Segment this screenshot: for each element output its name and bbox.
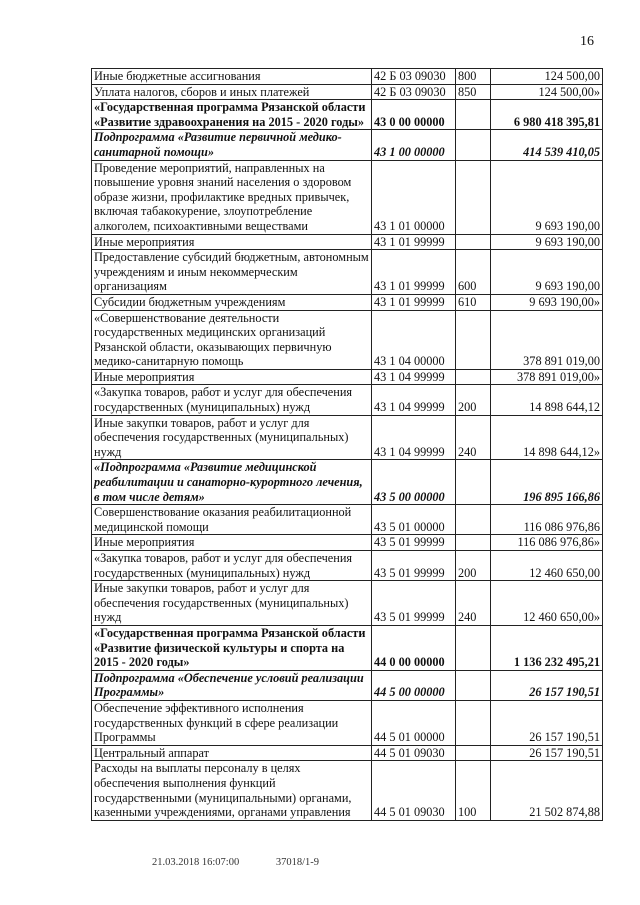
footer-datetime: 21.03.2018 16:07:00	[152, 857, 240, 868]
row-amount-cell: 26 157 190,51	[491, 745, 603, 761]
row-code-cell: 43 1 01 99999	[372, 234, 456, 250]
row-amount-cell: 9 693 190,00	[491, 234, 603, 250]
row-name-cell: Предоставление субсидий бюджетным, автономным учреждениям и иным некоммерческим организациям	[92, 250, 372, 295]
table-row	[92, 310, 603, 369]
row-code-cell: 43 1 01 00000	[372, 160, 456, 234]
row-code-cell: 43 5 01 00000	[372, 505, 456, 535]
row-code-cell: 43 1 01 99999	[372, 294, 456, 310]
row-expense-type-cell: 200	[456, 385, 491, 415]
row-code-cell: 42 Б 03 09030	[372, 69, 456, 85]
table-row	[92, 84, 603, 100]
row-expense-type-cell	[456, 160, 491, 234]
row-expense-type-cell: 240	[456, 581, 491, 626]
row-amount-cell: 1 136 232 495,21	[491, 625, 603, 670]
row-expense-type-cell	[456, 535, 491, 551]
row-amount-cell: 378 891 019,00	[491, 310, 603, 369]
row-amount-cell: 9 693 190,00	[491, 160, 603, 234]
row-expense-type-cell	[456, 505, 491, 535]
row-code-cell: 43 5 01 99999	[372, 551, 456, 581]
row-name-cell: Подпрограмма «Обеспечение условий реализации Программы»	[92, 670, 372, 700]
row-name-cell: Иные мероприятия	[92, 535, 372, 551]
table-row	[92, 69, 603, 85]
row-expense-type-cell	[456, 670, 491, 700]
row-amount-cell: 378 891 019,00»	[491, 369, 603, 385]
row-code-cell: 44 5 00 00000	[372, 670, 456, 700]
row-name-cell: Проведение мероприятий, направленных на повышение уровня знаний населения о здоровом образе жизни, профилактике вредных привычек, включая табакокурение, злоупотребление алкоголем, психоактивными веществами	[92, 160, 372, 234]
row-code-cell: 44 5 01 09030	[372, 745, 456, 761]
row-amount-cell: 9 693 190,00»	[491, 294, 603, 310]
row-expense-type-cell	[456, 310, 491, 369]
table-row	[92, 385, 603, 415]
row-code-cell: 42 Б 03 09030	[372, 84, 456, 100]
row-name-cell: Иные закупки товаров, работ и услуг для обеспечения государственных (муниципальных) нужд	[92, 415, 372, 460]
table-row	[92, 745, 603, 761]
row-amount-cell: 9 693 190,00	[491, 250, 603, 295]
table-row	[92, 234, 603, 250]
table-row	[92, 761, 603, 820]
row-code-cell: 43 1 04 00000	[372, 310, 456, 369]
row-code-cell: 43 1 00 00000	[372, 130, 456, 160]
row-expense-type-cell: 850	[456, 84, 491, 100]
row-expense-type-cell	[456, 625, 491, 670]
footer	[152, 857, 353, 868]
row-name-cell: Совершенствование оказания реабилитационной медицинской помощи	[92, 505, 372, 535]
row-amount-cell: 21 502 874,88	[491, 761, 603, 820]
row-expense-type-cell	[456, 234, 491, 250]
row-amount-cell: 124 500,00	[491, 69, 603, 85]
row-amount-cell: 124 500,00»	[491, 84, 603, 100]
table-row	[92, 130, 603, 160]
table-row	[92, 460, 603, 505]
row-name-cell: Иные закупки товаров, работ и услуг для обеспечения государственных (муниципальных) нужд	[92, 581, 372, 626]
row-expense-type-cell	[456, 700, 491, 745]
row-code-cell: 44 5 01 00000	[372, 700, 456, 745]
row-name-cell: «Подпрограмма «Развитие медицинской реабилитации и санаторно-курортного лечения, в том числе детям»	[92, 460, 372, 505]
row-name-cell: Подпрограмма «Развитие первичной медико-санитарной помощи»	[92, 130, 372, 160]
table-row	[92, 551, 603, 581]
row-expense-type-cell: 610	[456, 294, 491, 310]
row-code-cell: 43 1 04 99999	[372, 369, 456, 385]
row-name-cell: Иные мероприятия	[92, 234, 372, 250]
table-row	[92, 700, 603, 745]
table-row	[92, 505, 603, 535]
row-expense-type-cell: 240	[456, 415, 491, 460]
table-row	[92, 160, 603, 234]
row-code-cell: 43 1 04 99999	[372, 415, 456, 460]
row-name-cell: Центральный аппарат	[92, 745, 372, 761]
row-code-cell: 44 5 01 09030	[372, 761, 456, 820]
row-amount-cell: 116 086 976,86	[491, 505, 603, 535]
row-code-cell: 44 0 00 00000	[372, 625, 456, 670]
row-name-cell: «Закупка товаров, работ и услуг для обеспечения государственных (муниципальных) нужд	[92, 551, 372, 581]
row-name-cell: «Государственная программа Рязанской области «Развитие физической культуры и спорта на 2015 - 2020 годы»	[92, 625, 372, 670]
row-code-cell: 43 5 01 99999	[372, 535, 456, 551]
table-row	[92, 535, 603, 551]
row-name-cell: Уплата налогов, сборов и иных платежей	[92, 84, 372, 100]
row-code-cell: 43 1 01 99999	[372, 250, 456, 295]
row-code-cell: 43 0 00 00000	[372, 100, 456, 130]
row-name-cell: «Государственная программа Рязанской области «Развитие здравоохранения на 2015 - 2020 годы»	[92, 100, 372, 130]
row-expense-type-cell	[456, 745, 491, 761]
row-expense-type-cell	[456, 130, 491, 160]
row-amount-cell: 196 895 166,86	[491, 460, 603, 505]
row-name-cell: «Закупка товаров, работ и услуг для обеспечения государственных (муниципальных) нужд	[92, 385, 372, 415]
footer-doc-id: 37018/1-9	[275, 857, 320, 868]
table-row	[92, 670, 603, 700]
row-amount-cell: 6 980 418 395,81	[491, 100, 603, 130]
table-row	[92, 294, 603, 310]
row-expense-type-cell	[456, 460, 491, 505]
table-row	[92, 100, 603, 130]
row-amount-cell: 12 460 650,00»	[491, 581, 603, 626]
row-code-cell: 43 1 04 99999	[372, 385, 456, 415]
row-expense-type-cell	[456, 369, 491, 385]
row-name-cell: Субсидии бюджетным учреждениям	[92, 294, 372, 310]
row-name-cell: Иные мероприятия	[92, 369, 372, 385]
row-name-cell: «Совершенствование деятельности государственных медицинских организаций Рязанской области, оказывающих первичную медико-санитарную помощь	[92, 310, 372, 369]
budget-table	[91, 68, 603, 821]
row-amount-cell: 414 539 410,05	[491, 130, 603, 160]
table-row	[92, 581, 603, 626]
row-amount-cell: 26 157 190,51	[491, 700, 603, 745]
table-row	[92, 250, 603, 295]
row-expense-type-cell: 200	[456, 551, 491, 581]
row-amount-cell: 26 157 190,51	[491, 670, 603, 700]
row-expense-type-cell: 800	[456, 69, 491, 85]
table-row	[92, 625, 603, 670]
row-code-cell: 43 5 00 00000	[372, 460, 456, 505]
row-expense-type-cell: 100	[456, 761, 491, 820]
row-amount-cell: 14 898 644,12»	[491, 415, 603, 460]
row-name-cell: Иные бюджетные ассигнования	[92, 69, 372, 85]
row-name-cell: Обеспечение эффективного исполнения государственных функций в сфере реализации Программы	[92, 700, 372, 745]
row-expense-type-cell: 600	[456, 250, 491, 295]
row-amount-cell: 14 898 644,12	[491, 385, 603, 415]
table-row	[92, 415, 603, 460]
row-name-cell: Расходы на выплаты персоналу в целях обеспечения выполнения функций государственными (муниципальными) органами, казенными учреждениями, органами управления	[92, 761, 372, 820]
row-expense-type-cell	[456, 100, 491, 130]
table-row	[92, 369, 603, 385]
row-code-cell: 43 5 01 99999	[372, 581, 456, 626]
page-number: 16	[580, 34, 594, 49]
row-amount-cell: 116 086 976,86»	[491, 535, 603, 551]
row-amount-cell: 12 460 650,00	[491, 551, 603, 581]
